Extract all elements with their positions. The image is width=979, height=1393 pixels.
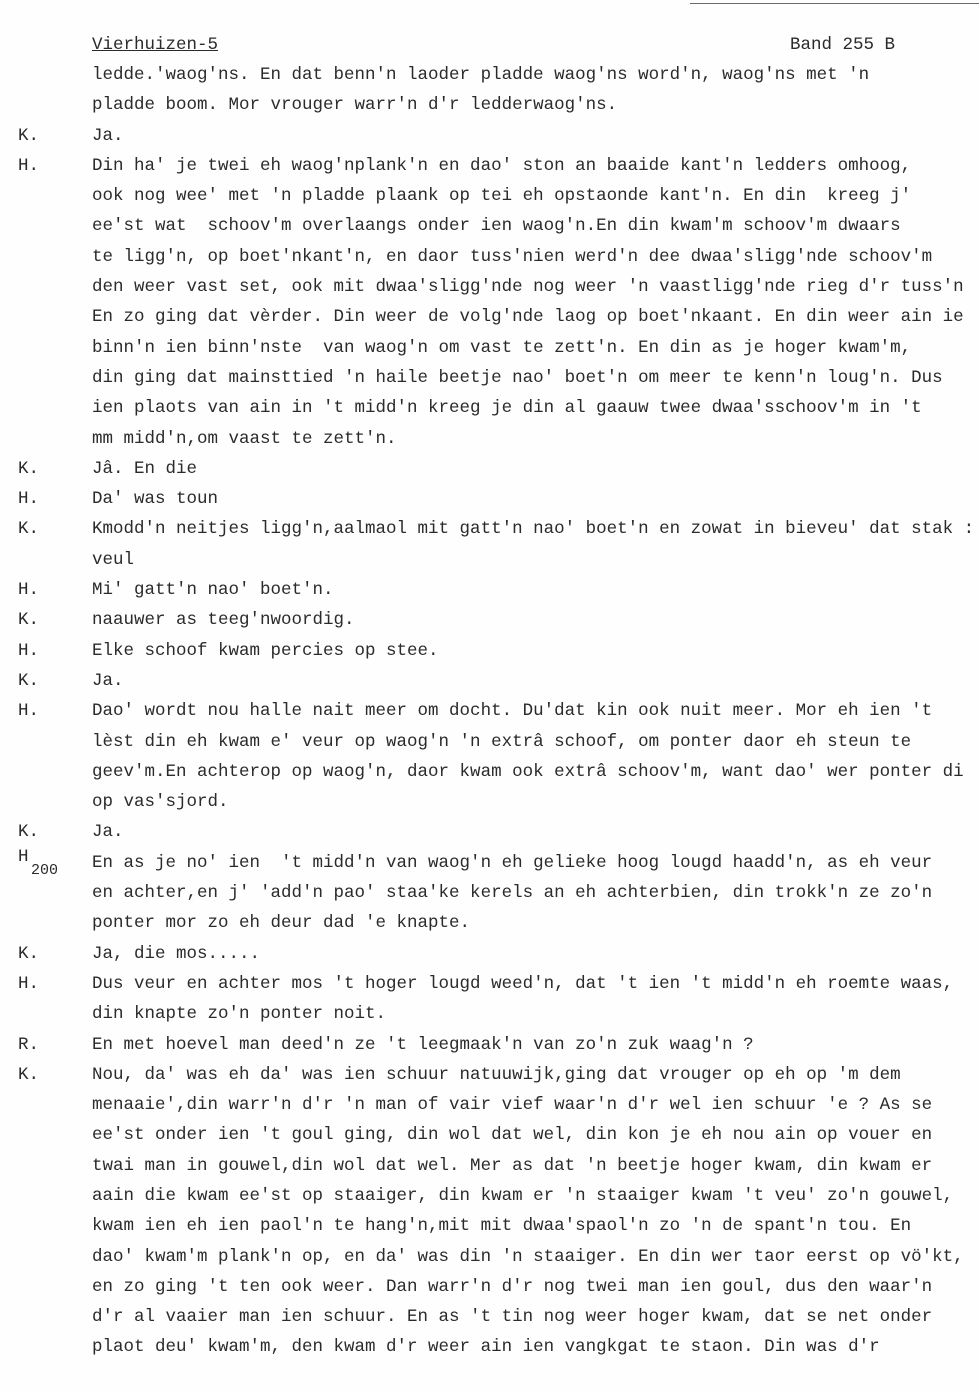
speaker-label: R. [18, 1034, 40, 1055]
line-text: menaaie',din warr'n d'r 'n man of vair vief waar'n d'r wel ien schuur 'e ? As se [92, 1095, 933, 1116]
line-text: d'r al vaaier man ien schuur. En as 't tin nog weer hoger kwam, dat se net onder [92, 1307, 933, 1328]
line-text: ee'st wat schoov'm overlaangs onder ien waog'n.En din kwam'm schoov'm dwaars [92, 216, 901, 237]
speaker-label: H [18, 846, 29, 867]
line-text: Elke schoof kwam percies op stee. [92, 640, 439, 661]
transcript-line [0, 242, 979, 272]
transcript-line [0, 90, 979, 120]
transcript-line [0, 393, 979, 423]
speaker-label: K. [18, 519, 40, 540]
line-text: ien plaots van ain in 't midd'n kreeg je din al gaauw twee dwaa'sschoov'm in 't [92, 398, 922, 419]
line-text: Ja. [92, 670, 124, 691]
line-text: dao' kwam'm plank'n op, en da' was din 'n staaiger. En din wer taor eerst op vö'kt, [92, 1246, 964, 1267]
line-text: En met hoevel man deed'n ze 't leegmaak'n van zo'n zuk waag'n ? [92, 1034, 754, 1055]
line-text: Jâ. En die [92, 458, 198, 479]
line-text: Da' was toun [92, 489, 219, 510]
transcript-line [0, 1151, 979, 1181]
transcript-line [0, 60, 979, 90]
line-text: op vas'sjord. [92, 792, 229, 813]
transcript-line [0, 333, 979, 363]
transcript-line [0, 514, 979, 544]
line-text: Ja. [92, 822, 124, 843]
line-text: Dus veur en achter mos 't hoger lougd weed'n, dat 't ien 't midd'n eh roemte waas, [92, 973, 954, 994]
transcript-line [0, 151, 979, 181]
transcript-line [0, 211, 979, 241]
line-text: din knapte zo'n ponter noit. [92, 1004, 387, 1025]
transcript-line [0, 545, 979, 575]
tape-reference: Band 255 B [790, 35, 896, 55]
line-text: Ja, die mos..... [92, 943, 261, 964]
transcript-line [0, 605, 979, 635]
transcript-line [0, 787, 979, 817]
line-text: den weer vast set, ook mit dwaa'sligg'nde nog weer 'n vaastligg'nde rieg d'r tuss'n [92, 277, 964, 298]
transcript-line [0, 454, 979, 484]
transcript-line [0, 727, 979, 757]
line-text: ee'st onder ien 't goul ging, din wol dat wel, din kon je eh nou ain op vouer en [92, 1125, 933, 1146]
transcript-body [0, 60, 979, 1363]
line-text: geev'm.En achterop op waog'n, daor kwam ook extrâ schoov'm, want dao' wer ponter di [92, 761, 964, 782]
transcript-line [0, 181, 979, 211]
line-text: pladde boom. Mor vrouger warr'n d'r ledderwaog'ns. [92, 95, 618, 116]
transcript-line [0, 1030, 979, 1060]
transcript-line [0, 424, 979, 454]
line-text: En zo ging dat vèrder. Din weer de volg'nde laog op boet'nkaant. En din weer ain ie [92, 307, 964, 328]
transcript-line [0, 272, 979, 302]
speaker-label: K. [18, 670, 40, 691]
line-text: lèst din eh kwam e' veur op waog'n 'n extrâ schoof, om ponter daor eh steun te [92, 731, 912, 752]
line-text: ook nog wee' met 'n pladde plaank op tei eh opstaonde kant'n. En din kreeg j' [92, 186, 912, 207]
speaker-label: K. [18, 822, 40, 843]
transcript-line [0, 817, 979, 847]
transcript-line [0, 1181, 979, 1211]
line-text: en zo ging 't ten ook weer. Dan warr'n d'r nog twei man ien goul, dus den waar'n [92, 1276, 933, 1297]
line-text: din ging dat mainsttied 'n haile beetje nao' boet'n om meer te kenn'n loug'n. Dus [92, 367, 943, 388]
counter-marker: 200 [31, 861, 59, 879]
line-text: Ja. [92, 125, 124, 146]
speaker-label: H. [18, 580, 40, 601]
transcript-line [0, 484, 979, 514]
line-text: plaot deu' kwam'm, den kwam d'r weer ain ien vangkgat te staon. Din was d'r [92, 1337, 880, 1358]
transcript-line [0, 1332, 979, 1362]
line-text: Mi' gatt'n nao' boet'n. [92, 580, 334, 601]
speaker-label: K. [18, 1064, 40, 1085]
line-text: ledde.'waog'ns. En dat benn'n laoder pladde waog'ns word'n, waog'ns met 'n [92, 65, 870, 85]
line-text: en achter,en j' 'add'n pao' staa'ke kerels an eh achterbien, din trokk'n ze zo'n [92, 883, 933, 904]
transcript-line [0, 757, 979, 787]
line-text: Kmodd'n neitjes ligg'n,aalmaol mit gatt'n nao' boet'n en zowat in bieveu' dat stak : [92, 519, 975, 540]
transcript-line [0, 121, 979, 151]
transcript-line [0, 636, 979, 666]
speaker-label: H. [18, 155, 40, 176]
line-text: Nou, da' was eh da' was ien schuur natuuwijk,ging dat vrouger op eh op 'm dem [92, 1064, 901, 1085]
transcript-line [0, 878, 979, 908]
transcript-line [0, 1211, 979, 1241]
line-text: ponter mor zo eh deur dad 'e knapte. [92, 913, 471, 934]
location-title: Vierhuizen-5 [92, 35, 219, 55]
transcript-line [0, 302, 979, 332]
page-header [0, 30, 979, 60]
transcript-line [0, 363, 979, 393]
transcript-line [0, 939, 979, 969]
transcript-line [0, 1060, 979, 1090]
speaker-label: H. [18, 973, 40, 994]
transcript-line [0, 666, 979, 696]
transcript-line [0, 1272, 979, 1302]
line-text: te ligg'n, op boet'nkant'n, en daor tuss'nien werd'n dee dwaa'sligg'nde schoov'm [92, 246, 933, 267]
speaker-label: H. [18, 701, 40, 722]
line-text: naauwer as teeg'nwoordig. [92, 610, 355, 631]
transcript-line [0, 908, 979, 938]
speaker-label: K. [18, 125, 40, 146]
speaker-label: H. [18, 640, 40, 661]
transcript-line [0, 1302, 979, 1332]
transcript-line [0, 999, 979, 1029]
transcript-line [0, 1090, 979, 1120]
line-text: binn'n ien binn'nste van waog'n om vast te zett'n. En din as je hoger kwam'm, [92, 337, 912, 358]
line-text: kwam ien eh ien paol'n te hang'n,mit mit dwaa'spaol'n zo 'n de spant'n tou. En [92, 1216, 912, 1237]
transcript-line [0, 1242, 979, 1272]
line-text: Din ha' je twei eh waog'nplank'n en dao' ston an baaide kant'n ledders omhoog, [92, 155, 912, 176]
transcript-line [0, 1120, 979, 1150]
line-text: mm midd'n,om vaast te zett'n. [92, 428, 397, 449]
transcript-line [0, 969, 979, 999]
line-text: twai man in gouwel,din wol dat wel. Mer as dat 'n beetje hoger kwam, din kwam er [92, 1155, 933, 1176]
speaker-label: K. [18, 458, 40, 479]
line-text: veul [92, 549, 135, 570]
speaker-label: K. [18, 610, 40, 631]
speaker-label: K. [18, 943, 40, 964]
speaker-label: H. [18, 489, 40, 510]
line-text: aain die kwam ee'st op staaiger, din kwam er 'n staaiger kwam 't veu' zo'n gouwel, [92, 1185, 954, 1206]
transcript-line [0, 575, 979, 605]
line-text: En as je no' ien 't midd'n van waog'n eh gelieke hoog lougd haadd'n, as eh veur [92, 852, 933, 873]
page-edge-line [690, 3, 979, 4]
transcript-line [0, 848, 979, 878]
transcript-line [0, 696, 979, 726]
line-text: Dao' wordt nou halle nait meer om docht. Du'dat kin ook nuit meer. Mor eh ien 't [92, 701, 933, 722]
